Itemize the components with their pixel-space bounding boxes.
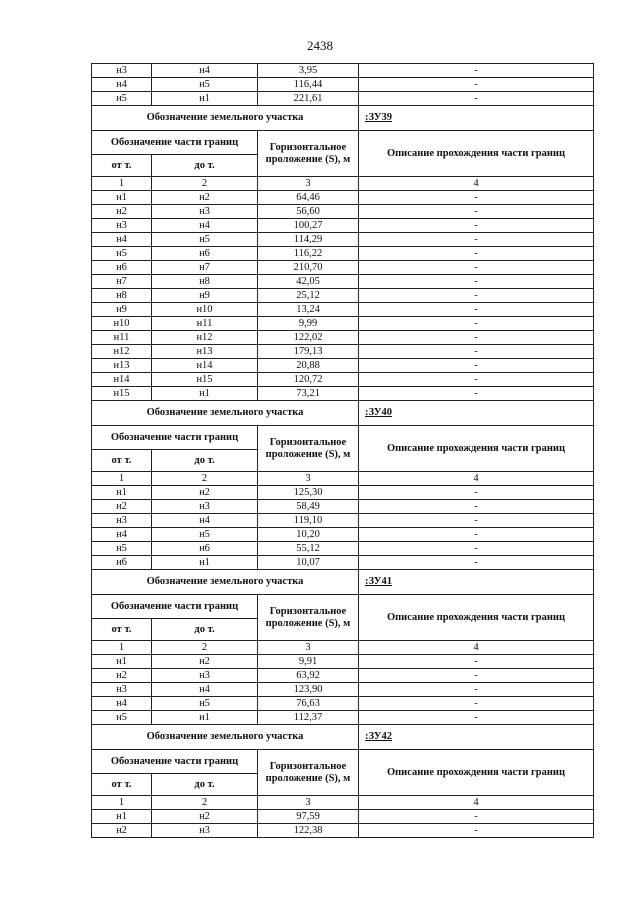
table-row [92, 500, 594, 514]
from-point-cell: н1 [92, 191, 152, 205]
to-point-cell: н4 [152, 219, 258, 233]
table-row [92, 64, 594, 78]
to-point-cell: н3 [152, 500, 258, 514]
from-header: от т. [92, 450, 152, 472]
to-point-cell: н10 [152, 303, 258, 317]
from-point-cell: н5 [92, 92, 152, 106]
column-number: 4 [359, 796, 594, 810]
land-plot-label: Обозначение земельного участка [92, 725, 359, 750]
description-header: Описание прохождения части границ [359, 131, 594, 177]
from-point-cell: н6 [92, 556, 152, 570]
description-cell: - [359, 219, 594, 233]
header-row [92, 131, 594, 155]
from-point-cell: н2 [92, 824, 152, 838]
horizontal-distance-cell: 122,38 [258, 824, 359, 838]
description-cell: - [359, 500, 594, 514]
table-row [92, 655, 594, 669]
column-number: 2 [152, 641, 258, 655]
to-point-cell: н15 [152, 373, 258, 387]
column-number: 4 [359, 472, 594, 486]
header-row [92, 595, 594, 619]
description-cell: - [359, 78, 594, 92]
description-cell: - [359, 514, 594, 528]
horizontal-distance-cell: 9,91 [258, 655, 359, 669]
horizontal-distance-cell: 100,27 [258, 219, 359, 233]
column-number: 3 [258, 177, 359, 191]
boundary-part-header: Обозначение части границ [92, 426, 258, 450]
table-row [92, 261, 594, 275]
to-point-cell: н5 [152, 233, 258, 247]
table-row [92, 191, 594, 205]
table-row [92, 78, 594, 92]
description-cell: - [359, 711, 594, 725]
to-point-cell: н8 [152, 275, 258, 289]
table-row [92, 359, 594, 373]
description-cell: - [359, 528, 594, 542]
to-point-cell: н7 [152, 261, 258, 275]
description-cell: - [359, 697, 594, 711]
to-header: до т. [152, 774, 258, 796]
from-point-cell: н14 [92, 373, 152, 387]
horizontal-distance-header: Горизонтальное проложение (S), м [258, 595, 359, 641]
horizontal-distance-cell: 116,22 [258, 247, 359, 261]
table-row [92, 289, 594, 303]
table-row [92, 514, 594, 528]
from-point-cell: н4 [92, 528, 152, 542]
description-cell: - [359, 373, 594, 387]
land-plot-label: Обозначение земельного участка [92, 401, 359, 426]
column-number-row [92, 796, 594, 810]
description-cell: - [359, 64, 594, 78]
description-cell: - [359, 317, 594, 331]
header-row [92, 750, 594, 774]
from-point-cell: н6 [92, 261, 152, 275]
description-header: Описание прохождения части границ [359, 426, 594, 472]
description-cell: - [359, 275, 594, 289]
from-point-cell: н9 [92, 303, 152, 317]
land-plot-code: :ЗУ39 [359, 106, 594, 131]
from-header: от т. [92, 619, 152, 641]
horizontal-distance-cell: 63,92 [258, 669, 359, 683]
to-point-cell: н1 [152, 387, 258, 401]
description-cell: - [359, 261, 594, 275]
from-point-cell: н3 [92, 219, 152, 233]
description-cell: - [359, 387, 594, 401]
to-point-cell: н5 [152, 697, 258, 711]
horizontal-distance-cell: 122,02 [258, 331, 359, 345]
from-point-cell: н7 [92, 275, 152, 289]
table-row [92, 528, 594, 542]
table-row [92, 387, 594, 401]
description-cell: - [359, 247, 594, 261]
table-row [92, 824, 594, 838]
column-number: 2 [152, 177, 258, 191]
land-plot-code: :ЗУ40 [359, 401, 594, 426]
description-header: Описание прохождения части границ [359, 595, 594, 641]
description-cell: - [359, 205, 594, 219]
horizontal-distance-cell: 73,21 [258, 387, 359, 401]
from-point-cell: н8 [92, 289, 152, 303]
from-point-cell: н4 [92, 78, 152, 92]
table-row [92, 303, 594, 317]
table-row [92, 711, 594, 725]
horizontal-distance-cell: 58,49 [258, 500, 359, 514]
column-number: 2 [152, 472, 258, 486]
table-row [92, 331, 594, 345]
column-number-row [92, 177, 594, 191]
horizontal-distance-cell: 55,12 [258, 542, 359, 556]
horizontal-distance-cell: 221,61 [258, 92, 359, 106]
to-point-cell: н3 [152, 205, 258, 219]
to-point-cell: н3 [152, 824, 258, 838]
description-cell: - [359, 542, 594, 556]
to-point-cell: н5 [152, 78, 258, 92]
description-cell: - [359, 824, 594, 838]
to-point-cell: н1 [152, 711, 258, 725]
to-point-cell: н4 [152, 64, 258, 78]
to-point-cell: н4 [152, 683, 258, 697]
land-plot-title-row [92, 570, 594, 595]
from-point-cell: н1 [92, 486, 152, 500]
table-row [92, 233, 594, 247]
to-header: до т. [152, 155, 258, 177]
horizontal-distance-header: Горизонтальное проложение (S), м [258, 131, 359, 177]
to-point-cell: н4 [152, 514, 258, 528]
table-row [92, 275, 594, 289]
horizontal-distance-cell: 10,07 [258, 556, 359, 570]
from-point-cell: н1 [92, 655, 152, 669]
table-row [92, 205, 594, 219]
boundary-part-header: Обозначение части границ [92, 131, 258, 155]
horizontal-distance-cell: 210,70 [258, 261, 359, 275]
description-cell: - [359, 331, 594, 345]
horizontal-distance-cell: 10,20 [258, 528, 359, 542]
land-plot-label: Обозначение земельного участка [92, 570, 359, 595]
boundary-part-header: Обозначение части границ [92, 750, 258, 774]
from-header: от т. [92, 155, 152, 177]
horizontal-distance-cell: 116,44 [258, 78, 359, 92]
from-point-cell: н5 [92, 542, 152, 556]
horizontal-distance-cell: 13,24 [258, 303, 359, 317]
column-number: 3 [258, 796, 359, 810]
horizontal-distance-cell: 76,63 [258, 697, 359, 711]
description-cell: - [359, 810, 594, 824]
horizontal-distance-cell: 3,95 [258, 64, 359, 78]
from-point-cell: н15 [92, 387, 152, 401]
table-row [92, 542, 594, 556]
column-number-row [92, 472, 594, 486]
horizontal-distance-cell: 120,72 [258, 373, 359, 387]
horizontal-distance-cell: 9,99 [258, 317, 359, 331]
table-row [92, 92, 594, 106]
horizontal-distance-cell: 64,46 [258, 191, 359, 205]
table-row [92, 810, 594, 824]
to-point-cell: н12 [152, 331, 258, 345]
horizontal-distance-cell: 123,90 [258, 683, 359, 697]
horizontal-distance-cell: 56,60 [258, 205, 359, 219]
from-point-cell: н4 [92, 233, 152, 247]
table-row [92, 247, 594, 261]
from-point-cell: н5 [92, 711, 152, 725]
horizontal-distance-cell: 114,29 [258, 233, 359, 247]
column-number-row [92, 641, 594, 655]
description-cell: - [359, 92, 594, 106]
from-point-cell: н3 [92, 683, 152, 697]
from-header: от т. [92, 774, 152, 796]
to-header: до т. [152, 619, 258, 641]
to-point-cell: н2 [152, 655, 258, 669]
from-point-cell: н1 [92, 810, 152, 824]
table-row [92, 373, 594, 387]
column-number: 1 [92, 472, 152, 486]
to-point-cell: н9 [152, 289, 258, 303]
to-point-cell: н6 [152, 542, 258, 556]
from-point-cell: н11 [92, 331, 152, 345]
boundary-table [91, 63, 594, 838]
description-header: Описание прохождения части границ [359, 750, 594, 796]
land-plot-code: :ЗУ41 [359, 570, 594, 595]
to-point-cell: н13 [152, 345, 258, 359]
horizontal-distance-cell: 20,88 [258, 359, 359, 373]
description-cell: - [359, 345, 594, 359]
horizontal-distance-header: Горизонтальное проложение (S), м [258, 750, 359, 796]
description-cell: - [359, 683, 594, 697]
page-number: 2438 [307, 38, 333, 53]
description-cell: - [359, 669, 594, 683]
table-row [92, 486, 594, 500]
to-header: до т. [152, 450, 258, 472]
horizontal-distance-cell: 112,37 [258, 711, 359, 725]
description-cell: - [359, 486, 594, 500]
table-row [92, 683, 594, 697]
from-point-cell: н2 [92, 205, 152, 219]
horizontal-distance-cell: 179,13 [258, 345, 359, 359]
from-point-cell: н3 [92, 64, 152, 78]
from-point-cell: н5 [92, 247, 152, 261]
column-number: 3 [258, 472, 359, 486]
description-cell: - [359, 289, 594, 303]
from-point-cell: н4 [92, 697, 152, 711]
description-cell: - [359, 303, 594, 317]
description-cell: - [359, 191, 594, 205]
from-point-cell: н3 [92, 514, 152, 528]
column-number: 1 [92, 796, 152, 810]
horizontal-distance-cell: 25,12 [258, 289, 359, 303]
description-cell: - [359, 556, 594, 570]
horizontal-distance-cell: 97,59 [258, 810, 359, 824]
to-point-cell: н14 [152, 359, 258, 373]
land-plot-title-row [92, 401, 594, 426]
description-cell: - [359, 233, 594, 247]
from-point-cell: н10 [92, 317, 152, 331]
description-cell: - [359, 655, 594, 669]
column-number: 4 [359, 641, 594, 655]
table-row [92, 669, 594, 683]
column-number: 1 [92, 641, 152, 655]
land-plot-code: :ЗУ42 [359, 725, 594, 750]
table-row [92, 219, 594, 233]
to-point-cell: н6 [152, 247, 258, 261]
table-row [92, 697, 594, 711]
to-point-cell: н1 [152, 556, 258, 570]
table-row [92, 556, 594, 570]
to-point-cell: н3 [152, 669, 258, 683]
land-plot-title-row [92, 725, 594, 750]
to-point-cell: н1 [152, 92, 258, 106]
description-cell: - [359, 359, 594, 373]
column-number: 3 [258, 641, 359, 655]
to-point-cell: н5 [152, 528, 258, 542]
to-point-cell: н2 [152, 191, 258, 205]
table-row [92, 345, 594, 359]
column-number: 4 [359, 177, 594, 191]
land-plot-label: Обозначение земельного участка [92, 106, 359, 131]
from-point-cell: н2 [92, 500, 152, 514]
column-number: 1 [92, 177, 152, 191]
to-point-cell: н2 [152, 486, 258, 500]
land-plot-title-row [92, 106, 594, 131]
to-point-cell: н2 [152, 810, 258, 824]
to-point-cell: н11 [152, 317, 258, 331]
column-number: 2 [152, 796, 258, 810]
horizontal-distance-header: Горизонтальное проложение (S), м [258, 426, 359, 472]
header-row [92, 426, 594, 450]
horizontal-distance-cell: 125,30 [258, 486, 359, 500]
from-point-cell: н2 [92, 669, 152, 683]
from-point-cell: н12 [92, 345, 152, 359]
boundary-part-header: Обозначение части границ [92, 595, 258, 619]
horizontal-distance-cell: 42,05 [258, 275, 359, 289]
table-row [92, 317, 594, 331]
from-point-cell: н13 [92, 359, 152, 373]
horizontal-distance-cell: 119,10 [258, 514, 359, 528]
